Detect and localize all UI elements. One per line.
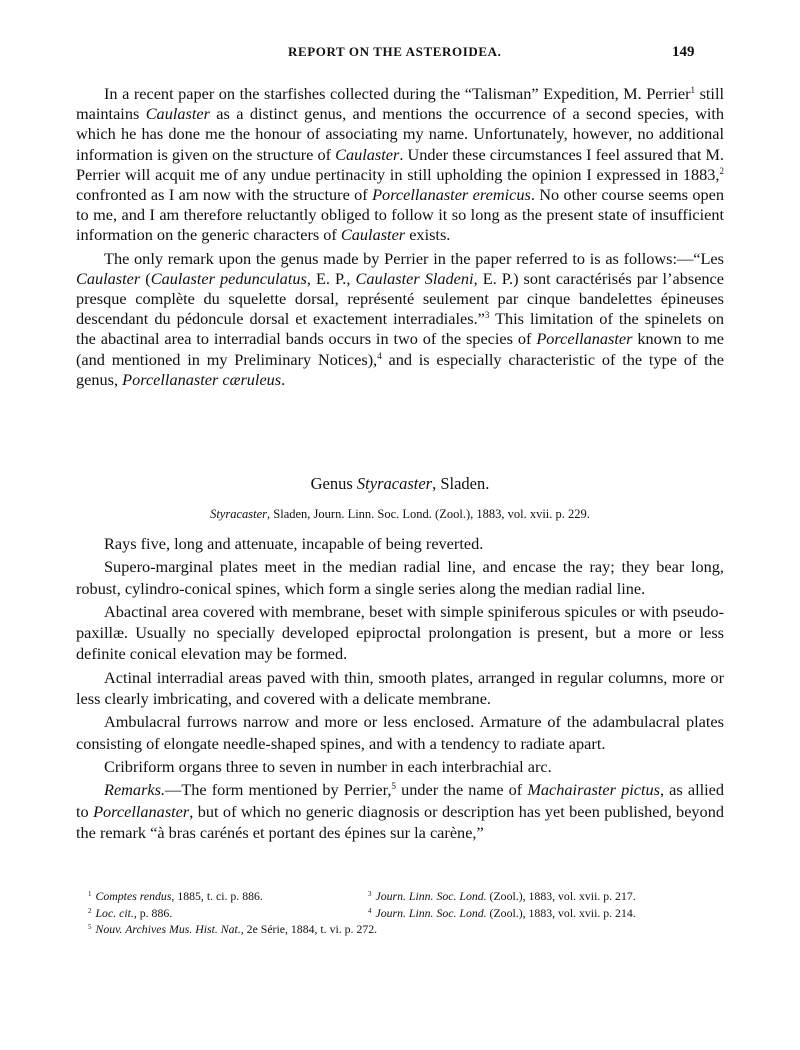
footnote-4: $^4$ Journ. Linn. Soc. Lond. (Zool.), 1883, vol. xvii. p. 214.: [368, 905, 636, 920]
synonymy-citation: Styracaster, Sladen, Journ. Linn. Soc. Lond. (Zool.), 1883, vol. xvii. p. 229.: [210, 507, 590, 521]
genus-name: Styracaster: [356, 474, 433, 493]
taxon-name: Porcellanaster: [93, 801, 190, 821]
taxon-name: Caulaster: [340, 225, 406, 245]
taxon-name: Porcellanaster cæruleus: [122, 369, 282, 389]
diagnosis-actinal: Actinal interradial areas paved with thin, smooth plates, arranged in regular columns, more or less clearly imbricating, and covered with a delicate membrane.: [76, 667, 724, 709]
diagnosis-rays: Rays five, long and attenuate, incapable of being reverted.: [104, 534, 484, 553]
footnote-ref-4: 4: [377, 350, 382, 361]
taxon-name: Caulaster: [335, 144, 400, 164]
running-title: REPORT ON THE ASTEROIDEA.: [288, 44, 502, 59]
footnote-row: [88, 905, 728, 922]
footnote-ref-3: 3: [484, 310, 490, 321]
footnote-3: $^3$ Journ. Linn. Soc. Lond. (Zool.), 1883, vol. xvii. p. 217.: [368, 889, 636, 903]
body-text: [76, 84, 724, 393]
taxon-name: Caulaster: [145, 104, 210, 124]
footnote-row: [88, 921, 728, 938]
footnote-ref-5: 5: [391, 781, 396, 792]
running-head: [0, 44, 800, 66]
footnote-row: [88, 888, 728, 905]
taxon-name: Caulaster Sladeni: [355, 268, 474, 288]
diagnosis-ambulacral: Ambulacral furrows narrow and more or less enclosed. Armature of the adambulacral plates consisting of elongate needle-shaped spines, and with a tendency to radiate apart.: [76, 712, 724, 753]
page-number: 149: [672, 44, 695, 60]
taxon-name: Porcellanaster eremicus: [372, 185, 531, 205]
diagnosis-cribriform: Cribriform organs three to seven in number in each interbrachial arc.: [104, 756, 552, 776]
genus-heading: Genus Styracaster, Sladen.: [310, 474, 490, 493]
diagnosis-abactinal: Abactinal area covered with membrane, beset with simple spiniferous spicules or with pseudo-paxillæ. Usually no specially developed epiproctal prolongation is present, but a more or less definite conical elevation may be formed.: [76, 601, 724, 664]
paragraph-perrier-caulaster: In a recent paper on the starfishes collected during the “Talisman” Expedition, M. Perrier$^1$ still maintains Caulaster as a distinct genus, and mentions the occurrence of a second species, with which he has done me the honour of associating my name. Unfortunately, however, no additional information is given on the structure of Caulaster. Under these circumstances I feel assured that M. Perrier will acquit me of any undue pertinacity in still upholding the opinion I expressed in 1883,$^2$ confronted as I am now with the structure of Porcellanaster eremicus. No other course seems open to me, and I am therefore reluctantly obliged to follow it so long as the present state of insufficient information on the generic characters of Caulaster exists.: [76, 84, 725, 245]
footnote-2: $^2$ Loc. cit., p. 886.: [88, 905, 173, 920]
taxon-name: Machairaster pictus: [527, 780, 660, 800]
remarks-paragraph: Remarks.—The form mentioned by Perrier,$^5$ under the name of Machairaster pictus, as allied to Porcellanaster, but of which no generic diagnosis or description has yet been published, beyond the remark “à bras carénés et portant des épines sur la carène,”: [76, 780, 725, 842]
footnote-1: $^1$ Comptes rendus, 1885, t. ci. p. 886.: [88, 889, 263, 903]
footnote-ref-2: 2: [719, 165, 724, 176]
taxon-name: Caulaster: [76, 268, 141, 288]
footnotes: [88, 888, 728, 938]
taxon-name: Porcellanaster: [536, 329, 633, 349]
remarks-label: Remarks.: [104, 780, 166, 800]
paragraph-perrier-remark: The only remark upon the genus made by Perrier in the paper referred to is as follows:—“Les Caulaster (Caulaster pedunculatus, E. P., Caulaster Sladeni, E. P.) sont caractérisés par l’absence presque complète du squelette dorsal, représenté seulement par cinque bandelettes épineuses descendant du pédoncule dorsal et exactement interradiales.”$^3$ This limitation of the spinelets on the abactinal area to interradial bands occurs in two of the species of Porcellanaster known to me (and mentioned in my Preliminary Notices),$^4$ and is especially characteristic of the type of the genus, Porcellanaster cæruleus.: [76, 248, 725, 389]
genus-name: Styracaster: [210, 507, 268, 521]
footnote-ref-1: 1: [690, 85, 696, 95]
taxon-name: Caulaster pedunculatus: [150, 268, 307, 288]
footnote-5: $^5$ Nouv. Archives Mus. Hist. Nat., 2e Série, 1884, t. vi. p. 272.: [88, 922, 378, 936]
genus-diagnosis: [76, 533, 724, 845]
diagnosis-supero-marginal: Supero-marginal plates meet in the median radial line, and encase the ray; they bear long, robust, cylindro-conical spines, which form a single series along the median radial line.: [76, 557, 724, 598]
